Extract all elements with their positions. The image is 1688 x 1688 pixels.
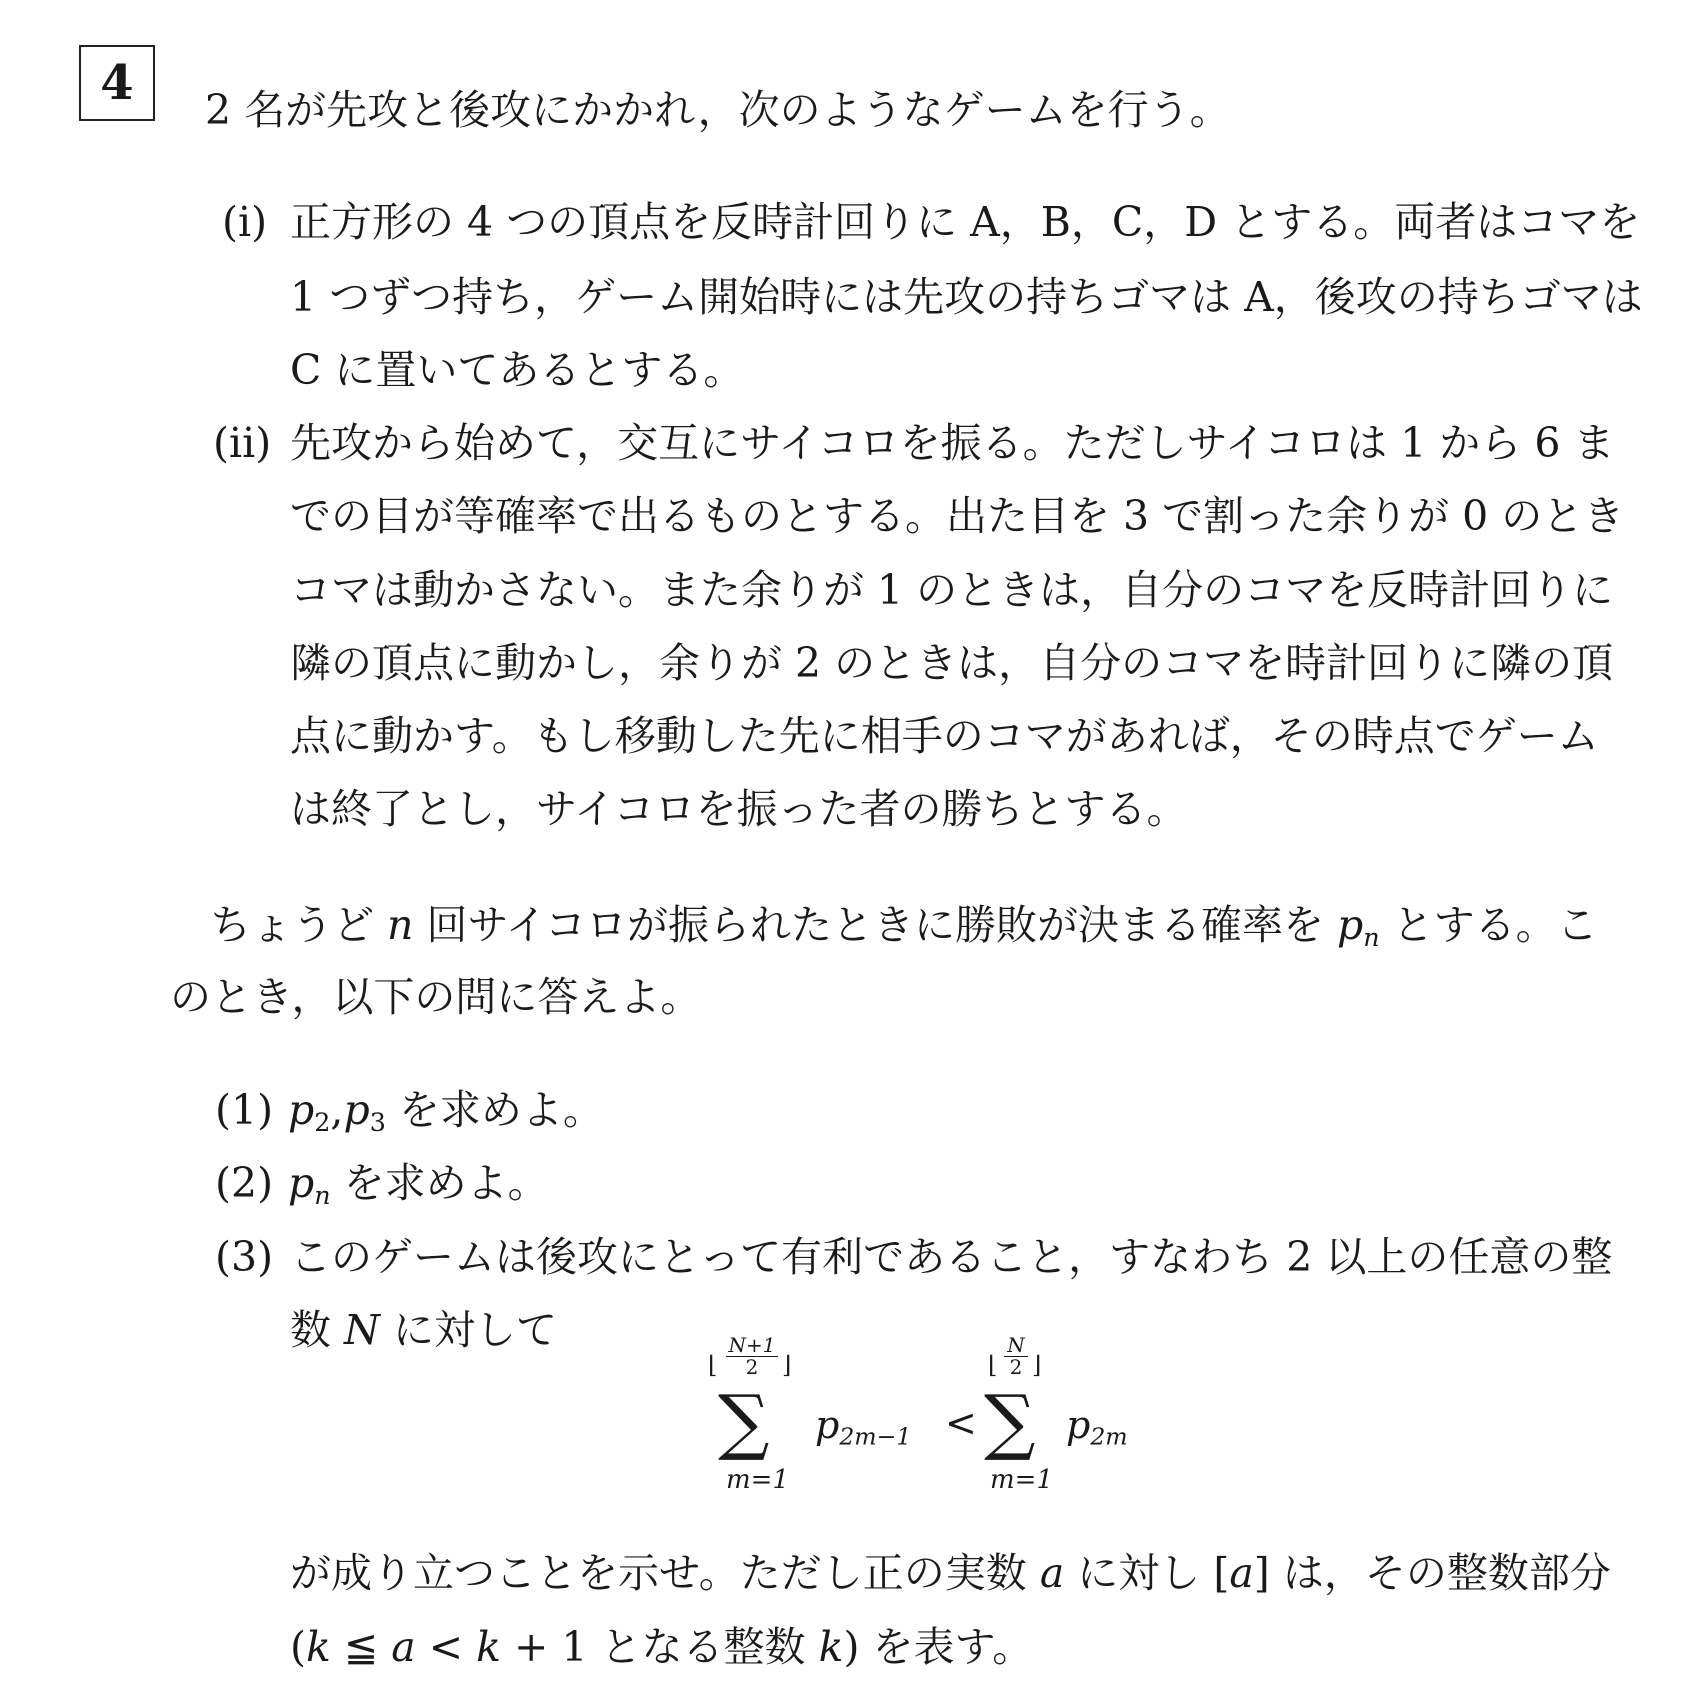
- var-n: n: [387, 901, 414, 949]
- problem-intro: 2 名が先攻と後攻にかかれ，次のようなゲームを行う。: [205, 86, 1231, 134]
- rule-i-line-2: 1 つずつ持ち，ゲーム開始時には先攻の持ちゴマは A，後攻の持ちゴマは: [290, 273, 1643, 321]
- left-floor-close: ⌋: [782, 1351, 792, 1379]
- right-floor-open: ⌊: [988, 1351, 998, 1379]
- question-3-line-2: 数 N に対して: [290, 1306, 557, 1354]
- rule-i-line-3: C に置いてあるとする。: [290, 346, 745, 394]
- less-than: <: [945, 1401, 977, 1445]
- rule-ii-line-2: での目が等確率で出るものとする。出た目を 3 で割った余りが 0 のとき: [290, 492, 1625, 540]
- question-3-line-1: このゲームは後攻にとって有利であること，すなわち 2 以上の任意の整: [290, 1233, 1613, 1281]
- question-label-3: (3): [215, 1233, 274, 1281]
- rule-ii-line-3: コマは動かさない。また余りが 1 のときは，自分のコマを反時計回りに: [290, 566, 1614, 614]
- rule-label-i: (i): [222, 198, 268, 246]
- question-2-text: $p_n$ を求めよ。: [288, 1159, 549, 1211]
- question-3-line-4: (k ≦ a < k + 1 となる整数 k) を表す。: [290, 1623, 1034, 1671]
- right-upper-fraction: N 2: [1004, 1335, 1028, 1378]
- left-floor-open: ⌊: [708, 1351, 718, 1379]
- left-lower-limit: m=1: [726, 1465, 789, 1495]
- right-floor-close: ⌋: [1032, 1351, 1042, 1379]
- question-label-1: (1): [215, 1086, 274, 1134]
- left-term: $p_{2m-1}$: [815, 1403, 912, 1451]
- rule-ii-line-4: 隣の頂点に動かし，余りが 2 のときは，自分のコマを時計回りに隣の頂: [290, 639, 1614, 687]
- rule-ii-line-5: 点に動かす。もし移動した先に相手のコマがあれば，その時点でゲーム: [290, 712, 1599, 760]
- statement-line-2: のとき，以下の問に答えよ。: [170, 973, 702, 1021]
- rule-ii-line-6: は終了とし，サイコロを振った者の勝ちとする。: [290, 785, 1188, 833]
- right-sigma: ∑: [984, 1379, 1036, 1463]
- problem-number: 4: [79, 45, 155, 121]
- statement-line-1: ちょうど n 回サイコロが振られたときに勝敗が決まる確率を $p_n$ とする。こ: [210, 901, 1598, 953]
- sum-inequality-formula: [690, 1335, 1170, 1505]
- question-1-text: $p_2,p_3$ を求めよ。: [288, 1086, 604, 1138]
- left-upper-fraction: N+1 2: [726, 1335, 778, 1378]
- question-3-line-3: が成り立つことを示せ。ただし正の実数 a に対し [a] は，その整数部分: [290, 1549, 1611, 1597]
- left-sigma: ∑: [718, 1379, 770, 1463]
- var-p: p: [1337, 901, 1364, 949]
- right-lower-limit: m=1: [990, 1465, 1053, 1495]
- right-term: $p_{2m}$: [1066, 1403, 1128, 1451]
- rule-label-ii: (ii): [213, 419, 272, 467]
- question-label-2: (2): [215, 1159, 274, 1207]
- rule-i-line-1: 正方形の 4 つの頂点を反時計回りに A，B，C，D とする。両者はコマを: [290, 198, 1641, 246]
- rule-ii-line-1: 先攻から始めて，交互にサイコロを振る。ただしサイコロは 1 から 6 ま: [290, 419, 1615, 467]
